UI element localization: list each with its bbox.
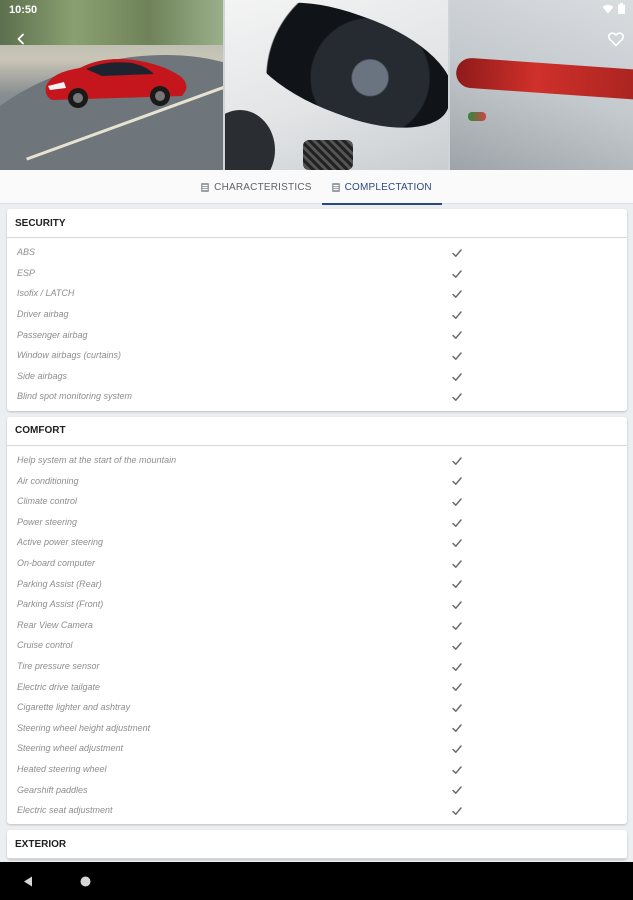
item-label: Heated steering wheel (17, 763, 107, 774)
list-item (7, 779, 627, 800)
item-label: Help system at the start of the mountain (17, 455, 177, 466)
check-icon (451, 805, 463, 817)
item-label: ESP (17, 267, 36, 278)
heart-outline-icon (608, 32, 624, 47)
tab-characteristics-label: CHARACTERISTICS (214, 181, 312, 193)
check-icon (451, 702, 463, 714)
item-label: Cruise control (17, 640, 73, 651)
check-icon (451, 722, 463, 734)
item-label: Cigarette lighter and ashtray (17, 702, 131, 713)
list-item (7, 242, 627, 263)
list-item (7, 635, 627, 656)
list-item (7, 594, 627, 615)
triangle-back-icon (23, 876, 33, 887)
item-label: Rear View Camera (17, 619, 93, 630)
check-icon (451, 599, 463, 611)
list-item (7, 553, 627, 574)
item-label: Parking Assist (Rear) (17, 578, 102, 589)
item-label: Tire pressure sensor (17, 660, 100, 671)
item-label: Air conditioning (17, 475, 79, 486)
battery-icon (618, 3, 625, 14)
nav-back-button[interactable] (18, 872, 38, 890)
list-item (7, 759, 627, 780)
item-label: Climate control (17, 496, 78, 507)
list-item (7, 366, 627, 387)
favorite-button[interactable] (601, 24, 631, 54)
list-item (7, 263, 627, 284)
list-item (7, 656, 627, 677)
section-items (7, 238, 627, 411)
check-icon (451, 391, 463, 403)
item-label: Parking Assist (Front) (17, 599, 104, 610)
check-icon (451, 268, 463, 280)
check-icon (451, 661, 463, 673)
list-item (7, 324, 627, 345)
item-label: On-board computer (17, 558, 96, 569)
checklist-icon (332, 183, 340, 192)
wifi-icon (602, 4, 614, 14)
check-icon (451, 371, 463, 383)
section-security (7, 209, 627, 411)
gallery-photo-headlight[interactable] (225, 0, 448, 170)
item-label: Driver airbag (17, 309, 69, 320)
check-icon (451, 537, 463, 549)
item-label: Steering wheel height adjustment (17, 722, 151, 733)
status-bar (0, 0, 633, 20)
item-label: Side airbags (17, 370, 68, 381)
item-label: Steering wheel adjustment (17, 743, 124, 754)
item-label: Active power steering (17, 537, 104, 548)
section-exterior (7, 830, 627, 859)
system-nav-bar (0, 862, 633, 900)
list-item (7, 386, 627, 407)
check-icon (451, 681, 463, 693)
tab-complectation[interactable] (322, 170, 442, 204)
list-item (7, 532, 627, 553)
item-label: Power steering (17, 516, 78, 527)
item-label: Window airbags (curtains) (17, 350, 121, 361)
nav-home-button[interactable] (75, 872, 95, 890)
tab-complectation-label: COMPLECTATION (344, 181, 432, 193)
photo-gallery[interactable] (0, 0, 633, 170)
check-icon (451, 743, 463, 755)
check-icon (451, 578, 463, 590)
list-item (7, 800, 627, 821)
list-icon (201, 183, 209, 192)
list-item (7, 470, 627, 491)
check-icon (451, 640, 463, 652)
list-item (7, 573, 627, 594)
complectation-list[interactable] (0, 204, 633, 862)
list-item (7, 697, 627, 718)
check-icon (451, 247, 463, 259)
check-icon (451, 475, 463, 487)
tab-bar (0, 170, 633, 204)
back-button[interactable] (6, 24, 36, 54)
check-icon (451, 288, 463, 300)
item-label: ABS (17, 247, 36, 258)
circle-home-icon (80, 876, 91, 887)
arrow-back-icon (15, 33, 27, 45)
section-items (7, 446, 627, 825)
check-icon (451, 329, 463, 341)
section-comfort (7, 417, 627, 825)
list-item (7, 717, 627, 738)
status-time: 10:50 (9, 4, 38, 16)
section-title: SECURITY (7, 209, 627, 238)
list-item (7, 738, 627, 759)
check-icon (451, 558, 463, 570)
item-label: Gearshift paddles (17, 784, 88, 795)
item-label: Isofix / LATCH (17, 288, 75, 299)
list-item (7, 615, 627, 636)
check-icon (451, 350, 463, 362)
check-icon (451, 309, 463, 321)
check-icon (451, 517, 463, 529)
list-item (7, 345, 627, 366)
item-label: Blind spot monitoring system (17, 391, 133, 402)
item-label: Electric drive tailgate (17, 681, 101, 692)
red-car-image (42, 52, 190, 110)
list-item (7, 283, 627, 304)
list-item (7, 304, 627, 325)
check-icon (451, 764, 463, 776)
item-label: Passenger airbag (17, 329, 88, 340)
list-item (7, 450, 627, 471)
check-icon (451, 620, 463, 632)
section-title: COMFORT (7, 417, 627, 446)
check-icon (451, 496, 463, 508)
check-icon (451, 455, 463, 467)
section-title: EXTERIOR (7, 830, 627, 859)
check-icon (451, 784, 463, 796)
list-item (7, 512, 627, 533)
list-item (7, 676, 627, 697)
item-label: Electric seat adjustment (17, 805, 113, 816)
tab-characteristics[interactable] (191, 170, 321, 204)
list-item (7, 491, 627, 512)
